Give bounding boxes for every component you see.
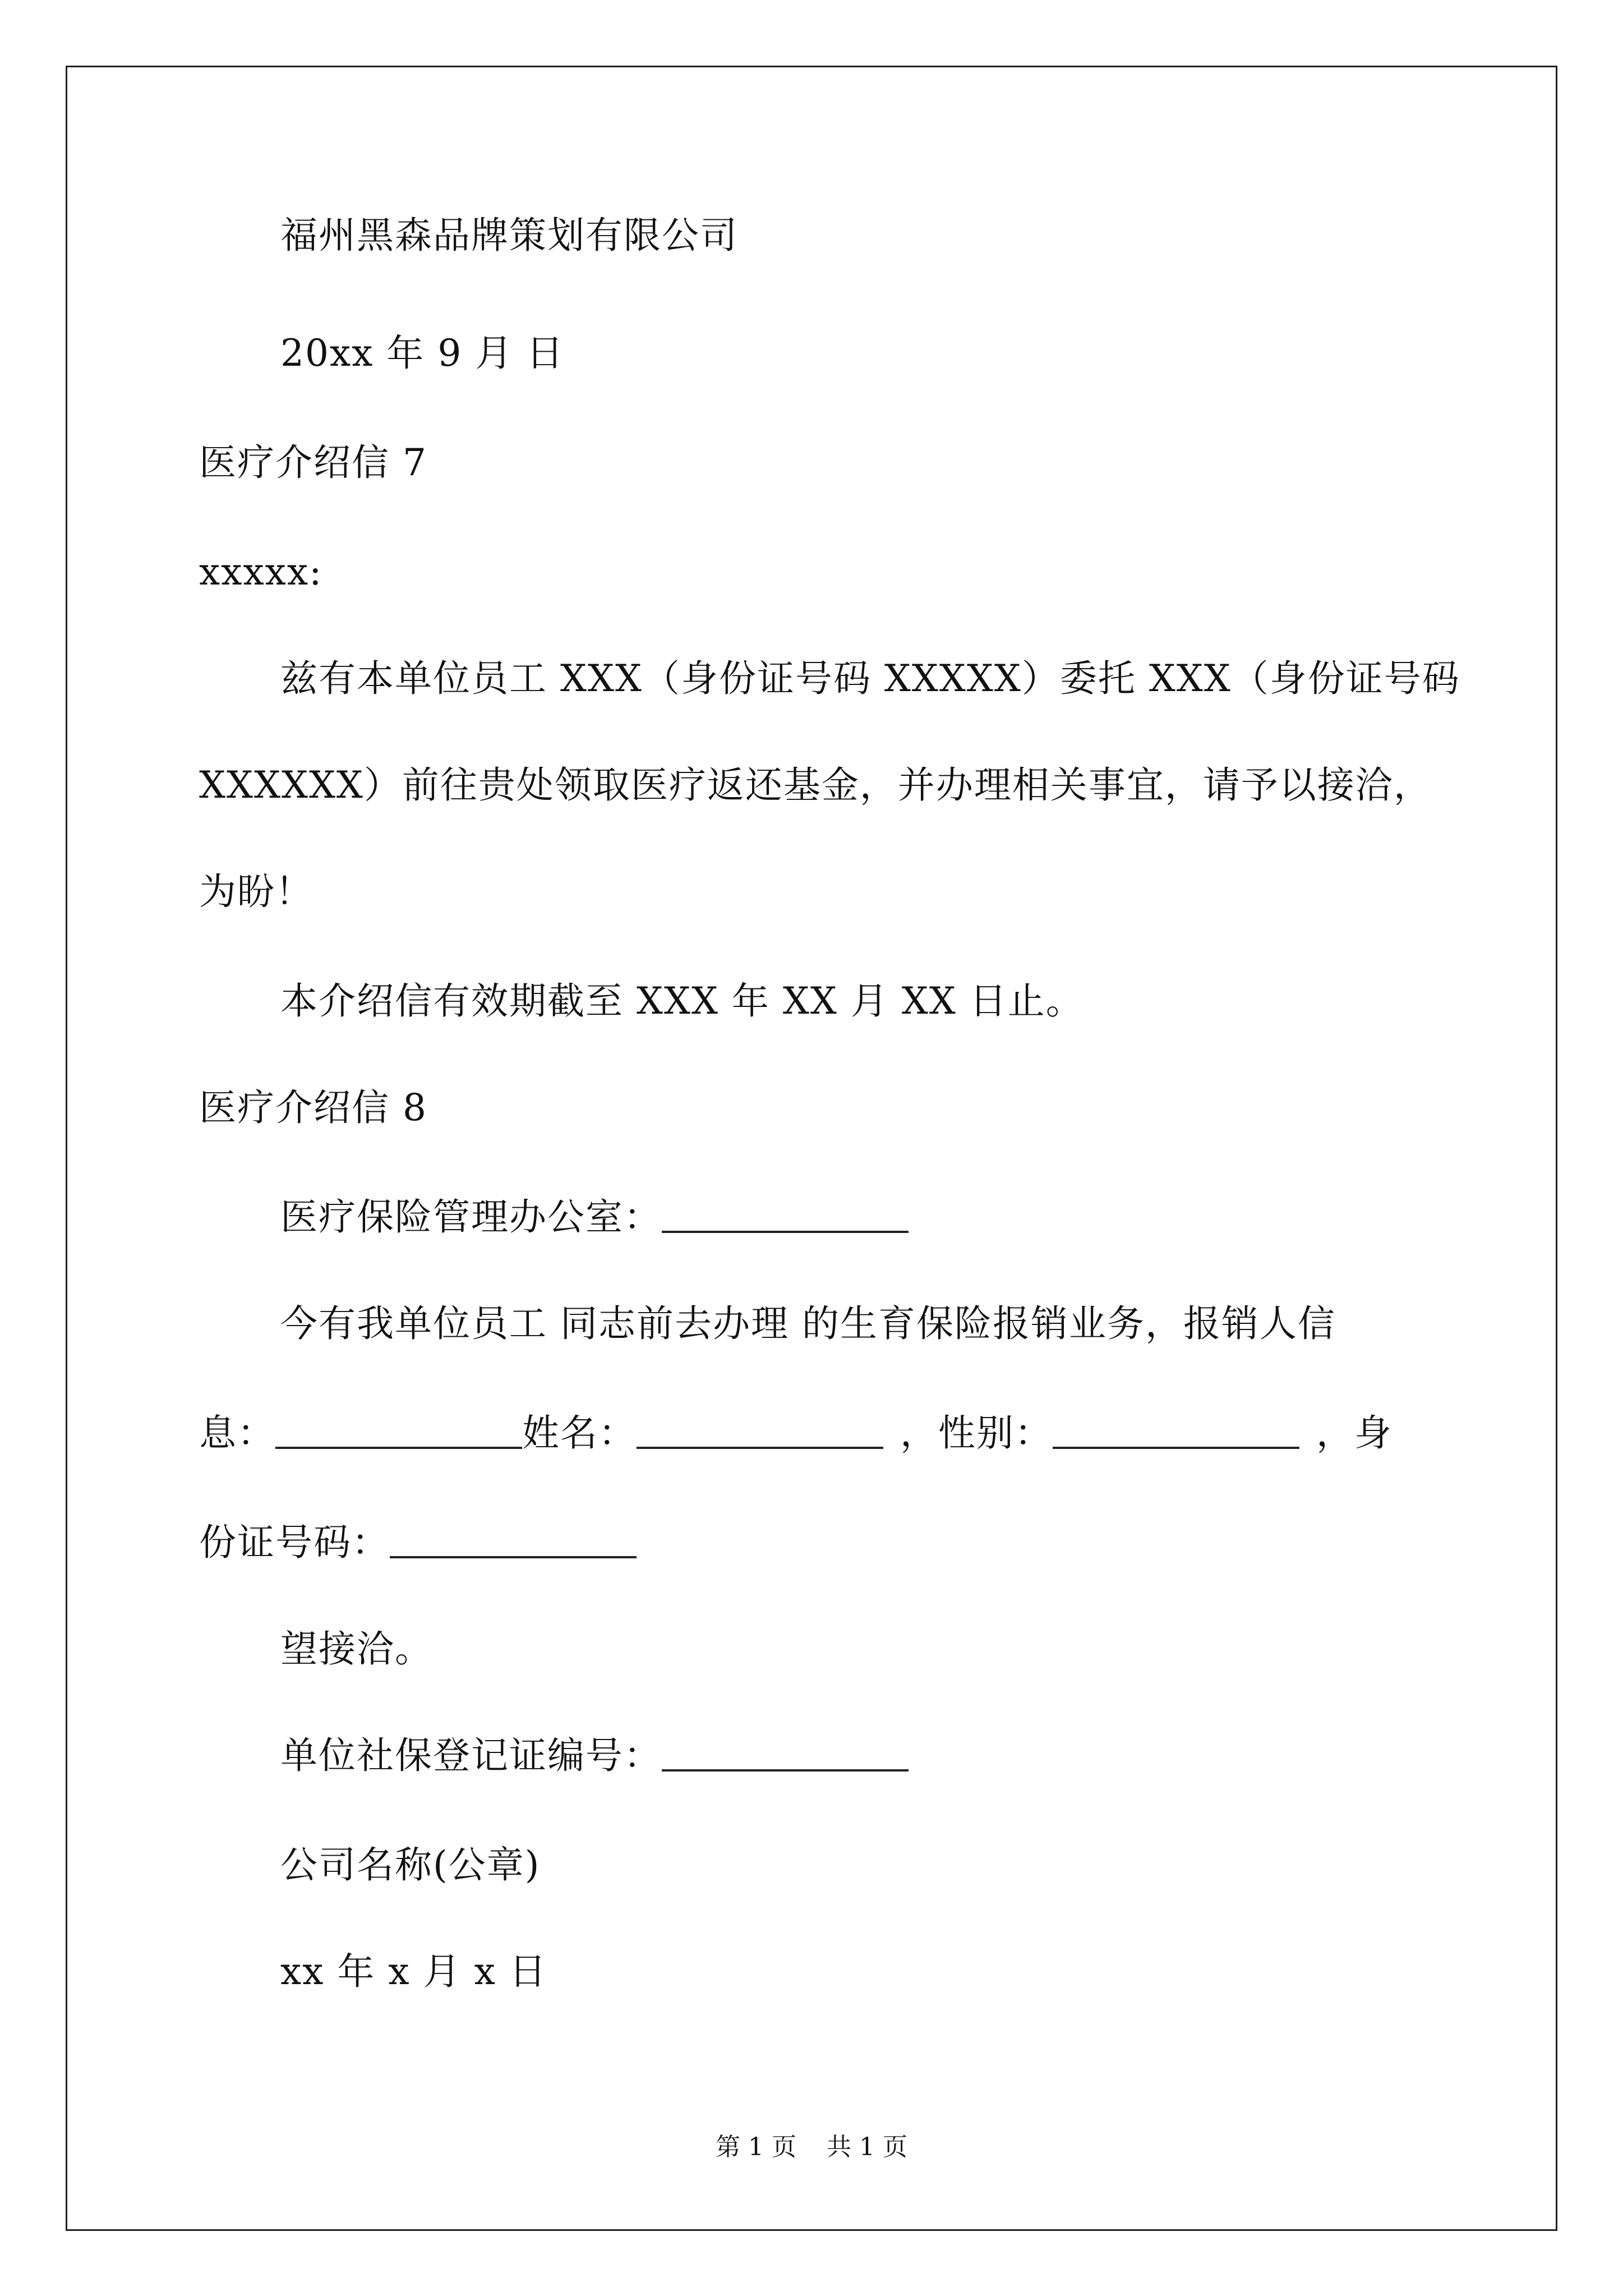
name-label: 姓名：	[522, 1411, 637, 1455]
info-blank-line	[275, 1447, 522, 1449]
letter8-date: xx 年 x 月 x 日	[280, 1950, 547, 1993]
letter7-body-line-3: 为盼！	[199, 870, 313, 913]
page-border	[66, 66, 1557, 2231]
social-security-label: 单位社保登记证编号：	[280, 1734, 662, 1777]
company-seal: 公司名称(公章)	[280, 1843, 541, 1887]
id-number-blank-line	[390, 1556, 637, 1558]
letter7-validity: 本介绍信有效期截至 XXX 年 XX 月 XX 日止。	[280, 979, 1084, 1023]
letter8-closing: 望接洽。	[280, 1627, 433, 1671]
info-label: 息：	[199, 1411, 275, 1455]
letter8-body-line-1: 今有我单位员工 同志前去办理 的生育保险报销业务，报销人信	[280, 1302, 1336, 1345]
social-security-row	[280, 1733, 909, 1778]
letter8-salutation-row	[280, 1195, 909, 1240]
gender-blank-line	[1053, 1447, 1299, 1449]
company-name: 福州黑森品牌策划有限公司	[280, 214, 738, 257]
letter7-body-line-1: 兹有本单位员工 XXX（身份证号码 XXXXX）委托 XXX（身份证号码	[280, 657, 1460, 700]
letter8-body-line-3	[199, 1520, 637, 1565]
gender-label: ，性别：	[900, 1411, 1053, 1455]
id-number-label: 份证号码：	[199, 1521, 390, 1564]
letter7-body-line-2: XXXXXX）前往贵处领取医疗返还基金，并办理相关事宜，请予以接洽，	[199, 763, 1432, 807]
page-footer	[0, 2132, 1623, 2163]
page-number: 第 1 页	[716, 2133, 796, 2161]
letter8-title: 医疗介绍信 8	[199, 1086, 427, 1129]
office-blank-line	[662, 1231, 909, 1233]
letter-date: 20xx 年 9 月 日	[280, 332, 565, 375]
letter8-body-line-2	[199, 1411, 1393, 1456]
social-security-blank-line	[662, 1769, 909, 1772]
id-label-start: ，身	[1316, 1411, 1393, 1455]
page-total: 共 1 页	[827, 2133, 907, 2161]
name-blank-line	[637, 1447, 883, 1449]
letter7-salutation: xxxxx:	[199, 550, 323, 593]
letter8-salutation: 医疗保险管理办公室：	[280, 1195, 662, 1239]
letter7-title: 医疗介绍信 7	[199, 441, 427, 484]
